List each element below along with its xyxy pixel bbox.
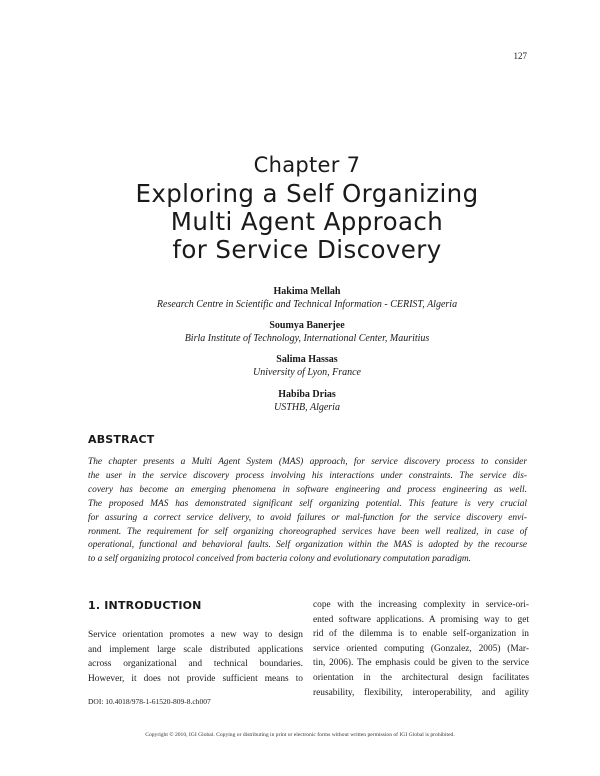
author-affiliation: Birla Institute of Technology, International Center, Mauritius <box>184 333 430 344</box>
body-line: However, it does not provide sufficient means to <box>88 673 303 684</box>
abstract-line: the user in the service discovery process involving his interactions under constraints. The service dis- <box>88 470 527 481</box>
author-block <box>0 320 600 345</box>
body-line: tin, 2006). The emphasis could be given to the service <box>313 658 529 669</box>
chapter-title-line: Multi Agent Approach <box>170 207 444 236</box>
chapter-title-line: for Service Discovery <box>172 235 442 264</box>
abstract-heading: ABSTRACT <box>88 433 155 446</box>
body-line: cope with the increasing complexity in service-ori- <box>313 600 529 610</box>
author-affiliation: Research Centre in Scientific and Technical Information - CERIST, Algeria <box>156 299 458 310</box>
body-line: ented software applications. A promising way to get <box>313 614 529 625</box>
abstract-line: to a self organizing protocol conceived from bacteria colony and evolutionary computation paradigm. <box>88 554 472 565</box>
author-name: Salima Hassas <box>276 354 338 365</box>
body-line: service oriented computing (Gonzalez, 2005) (Mar- <box>313 643 529 654</box>
chapter-label: Chapter 7 <box>253 153 361 177</box>
author-name: Soumya Banerjee <box>269 320 345 331</box>
introduction-right-column <box>313 598 529 700</box>
body-line: Service orientation promotes a new way to design <box>88 630 303 640</box>
abstract-line: The proposed MAS has demonstrated significant self organizing potential. This feature is very crucial <box>88 498 527 509</box>
body-line: rid of the dilemma is to enable self-organization in <box>313 629 529 640</box>
abstract-line: covery has become an emerging phenomena in software engineering and process engineering as well. <box>88 484 527 495</box>
abstract-line: ronment. The requirement for self organizing choreographed services have been well realized, in case of <box>88 526 527 537</box>
author-affiliation: USTHB, Algeria <box>274 402 340 413</box>
author-affiliation: University of Lyon, France <box>252 367 361 378</box>
abstract-line: for assuring a correct service delivery, to avoid failures or mal-function for the service discovery envi- <box>88 512 527 523</box>
abstract-line: The chapter presents a Multi Agent System (MAS) approach, for service discovery process to consider <box>88 457 527 467</box>
introduction-left-column <box>88 628 303 686</box>
page-number: 127 <box>513 51 527 61</box>
introduction-heading: 1. INTRODUCTION <box>88 599 202 612</box>
chapter-title <box>0 180 600 264</box>
chapter-title-line: Exploring a Self Organizing <box>135 179 479 208</box>
author-name: Habiba Drias <box>278 389 336 400</box>
body-line: and implement large scale distributed applications <box>88 644 303 655</box>
body-line: across organizational and technical boundaries. <box>88 659 303 670</box>
body-line: reusability, flexibility, interoperability, and agility <box>313 687 529 698</box>
author-block <box>0 354 600 379</box>
doi-line: DOI: 10.4018/978-1-61520-809-8.ch007 <box>88 697 211 706</box>
body-line: orientation in the architectural design facilitates <box>313 672 529 683</box>
abstract-line: operational, functional and behavioral faults. Self organization within the MAS is adopted by the recourse <box>88 540 527 551</box>
author-block <box>0 389 600 414</box>
copyright-footer: Copyright © 2010, IGI Global. Copying or distributing in print or electronic forms without written permission of IGI Global is prohibited. <box>145 732 455 738</box>
author-block <box>0 286 600 311</box>
abstract-body <box>88 456 527 567</box>
author-name: Hakima Mellah <box>273 286 341 297</box>
